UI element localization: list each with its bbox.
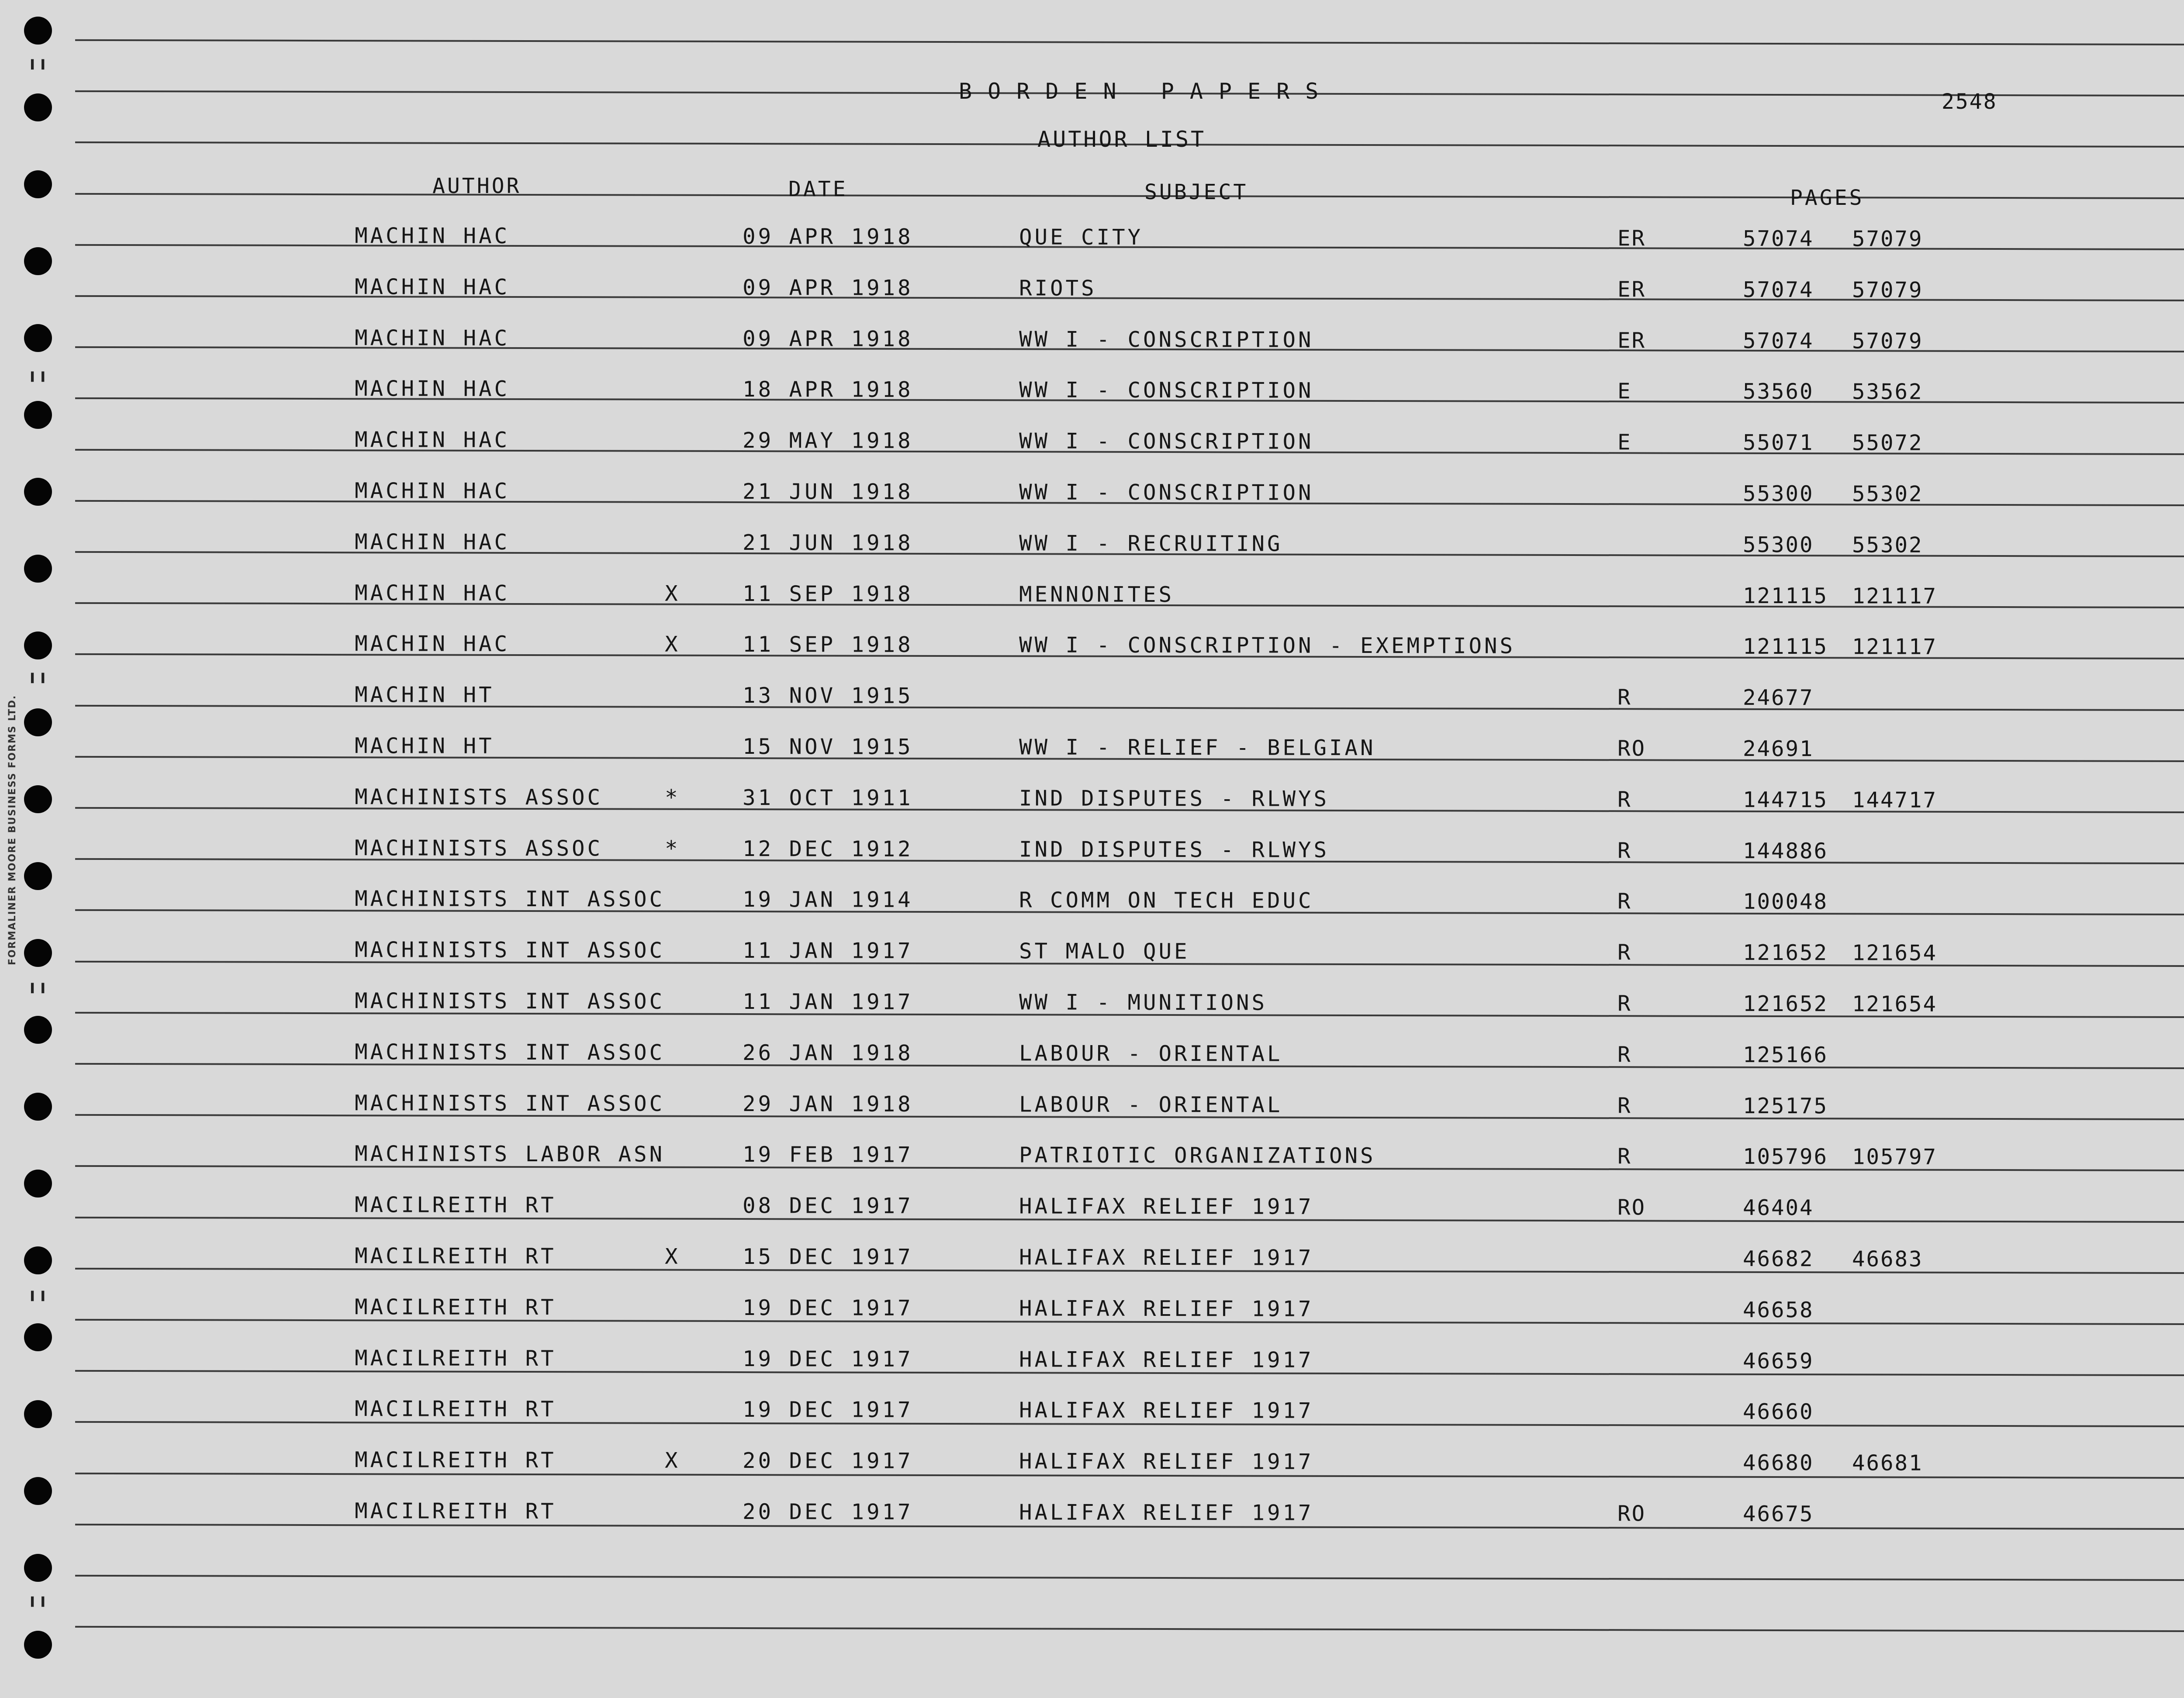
subject-cell: HALIFAX RELIEF 1917 xyxy=(1019,1398,1314,1423)
author-cell: MACHIN HAC xyxy=(354,427,510,452)
table-row xyxy=(0,222,2184,262)
subject-cell: WW I - CONSCRIPTION xyxy=(1019,428,1314,454)
page-end-cell: 57079 xyxy=(1852,277,1923,303)
subject-cell: WW I - MUNITIONS xyxy=(1019,990,1268,1015)
date-cell: 11 JAN 1917 xyxy=(742,938,913,963)
document-title: BORDEN PAPERS xyxy=(959,79,1334,104)
flag-cell: X xyxy=(664,1244,681,1269)
sheet-number: 2548 xyxy=(1942,90,1997,114)
ruled-line xyxy=(75,39,2184,45)
subject-cell: ST MALO QUE xyxy=(1019,939,1190,964)
subject-cell: LABOUR - ORIENTAL xyxy=(1019,1041,1283,1066)
page-start-cell: 121115 xyxy=(1742,583,1828,609)
subject-cell: WW I - CONSCRIPTION - EXEMPTIONS xyxy=(1019,632,1516,659)
author-cell: MACHIN HAC xyxy=(354,478,510,504)
author-cell: MACILREITH RT xyxy=(354,1447,556,1473)
subject-cell: WW I - RELIEF - BELGIAN xyxy=(1019,735,1376,761)
subject-cell: IND DISPUTES - RLWYS xyxy=(1019,837,1330,863)
author-cell: MACHIN HAC xyxy=(354,325,510,351)
code-cell: RO xyxy=(1617,1501,1646,1526)
table-row xyxy=(0,580,2184,619)
author-cell: MACILREITH RT xyxy=(354,1192,556,1218)
page-start-cell: 46680 xyxy=(1742,1450,1814,1476)
perforation-mark: ╹╹ xyxy=(27,1597,48,1617)
table-row xyxy=(0,835,2184,874)
subject-cell: HALIFAX RELIEF 1917 xyxy=(1019,1449,1314,1474)
page-end-cell: 53562 xyxy=(1852,379,1923,404)
table-row xyxy=(0,1291,2184,1333)
date-cell: 08 DEC 1917 xyxy=(742,1193,913,1218)
page-end-cell: 105797 xyxy=(1852,1144,1938,1170)
table-row xyxy=(0,1395,2184,1435)
date-cell: 29 MAY 1918 xyxy=(742,428,913,453)
page-start-cell: 46659 xyxy=(1742,1348,1814,1374)
page-start-cell: 125175 xyxy=(1742,1093,1828,1119)
code-cell: R xyxy=(1617,1093,1632,1118)
page-start-cell: 24677 xyxy=(1742,685,1814,711)
date-cell: 11 SEP 1918 xyxy=(742,581,913,607)
ruled-line xyxy=(75,1626,2184,1632)
date-cell: 19 DEC 1917 xyxy=(742,1346,913,1372)
code-cell: R xyxy=(1617,940,1632,965)
author-cell: MACHIN HAC xyxy=(354,376,510,401)
subject-cell: HALIFAX RELIEF 1917 xyxy=(1019,1245,1314,1270)
subject-cell: HALIFAX RELIEF 1917 xyxy=(1019,1347,1314,1373)
code-cell: ER xyxy=(1617,277,1646,302)
subject-cell: HALIFAX RELIEF 1917 xyxy=(1019,1194,1314,1219)
author-cell: MACHIN HT xyxy=(354,733,494,759)
feed-hole xyxy=(24,1631,52,1659)
author-cell: MACHIN HAC xyxy=(354,631,510,656)
page-start-cell: 46682 xyxy=(1742,1246,1814,1272)
date-cell: 26 JAN 1918 xyxy=(742,1040,913,1066)
page-end-cell: 55302 xyxy=(1852,481,1923,507)
table-row xyxy=(0,477,2184,517)
date-cell: 11 SEP 1918 xyxy=(742,632,913,657)
table-row xyxy=(0,1242,2184,1282)
author-cell: MACHINISTS INT ASSOC xyxy=(354,937,665,963)
table-row xyxy=(0,1191,2184,1231)
column-header-date: DATE xyxy=(788,177,848,201)
page-start-cell: 53560 xyxy=(1742,379,1814,404)
subject-cell: IND DISPUTES - RLWYS xyxy=(1019,786,1330,811)
subject-cell: WW I - CONSCRIPTION xyxy=(1019,480,1314,505)
table-row xyxy=(0,732,2184,772)
author-cell: MACILREITH RT xyxy=(354,1346,556,1371)
table-row xyxy=(0,984,2184,1027)
code-cell: R xyxy=(1617,889,1632,914)
table-row xyxy=(0,372,2184,415)
date-cell: 09 APR 1918 xyxy=(742,326,913,352)
author-cell: MACHINISTS LABOR ASN xyxy=(354,1141,665,1167)
author-cell: MACHINISTS ASSOC xyxy=(354,835,603,861)
page-start-cell: 55300 xyxy=(1742,481,1814,507)
date-cell: 19 FEB 1917 xyxy=(742,1142,913,1167)
page-start-cell: 121652 xyxy=(1742,991,1828,1017)
table-row xyxy=(0,1345,2184,1384)
column-header-author: AUTHOR xyxy=(432,174,522,198)
subject-cell: WW I - CONSCRIPTION xyxy=(1019,327,1314,352)
date-cell: 21 JUN 1918 xyxy=(742,479,913,504)
subject-cell: QUE CITY xyxy=(1019,224,1144,250)
table-row xyxy=(0,1446,2184,1486)
page-start-cell: 125166 xyxy=(1742,1042,1828,1068)
date-cell: 29 JAN 1918 xyxy=(742,1091,913,1117)
page-start-cell: 46404 xyxy=(1742,1195,1814,1221)
page-start-cell: 144886 xyxy=(1742,838,1828,864)
feed-hole xyxy=(24,170,52,198)
table-row xyxy=(0,1039,2184,1078)
table-row xyxy=(0,1140,2184,1180)
code-cell: E xyxy=(1617,430,1632,455)
code-cell: RO xyxy=(1617,736,1646,761)
subject-cell: WW I - RECRUITING xyxy=(1019,531,1283,556)
date-cell: 20 DEC 1917 xyxy=(742,1499,913,1525)
page-end-cell: 121117 xyxy=(1852,634,1938,659)
page-start-cell: 57074 xyxy=(1742,277,1814,303)
page-start-cell: 46660 xyxy=(1742,1399,1814,1425)
page-start-cell: 57074 xyxy=(1742,328,1814,354)
column-header-subject: SUBJECT xyxy=(1144,180,1248,204)
author-cell: MACHIN HT xyxy=(354,682,494,708)
feed-hole xyxy=(24,1554,52,1582)
author-cell: MACILREITH RT xyxy=(354,1498,556,1524)
page-start-cell: 55071 xyxy=(1742,430,1814,456)
date-cell: 15 NOV 1915 xyxy=(742,734,913,759)
author-cell: MACHIN HAC xyxy=(354,274,510,300)
code-cell: R xyxy=(1617,991,1632,1016)
perforation-mark: ╹╹ xyxy=(27,673,48,694)
page-end-cell: 46683 xyxy=(1852,1246,1923,1272)
subject-cell: WW I - CONSCRIPTION xyxy=(1019,377,1314,403)
page-end-cell: 121117 xyxy=(1852,583,1938,609)
column-header-pages: PAGES xyxy=(1790,186,1864,210)
author-cell: MACHIN HAC xyxy=(354,529,510,555)
page-start-cell: 24691 xyxy=(1742,736,1814,762)
page-start-cell: 46675 xyxy=(1742,1501,1814,1527)
table-row xyxy=(0,324,2184,364)
author-cell: MACHINISTS INT ASSOC xyxy=(354,988,665,1014)
page-start-cell: 105796 xyxy=(1742,1144,1828,1170)
flag-cell: X xyxy=(664,632,681,657)
feed-hole xyxy=(24,93,52,121)
date-cell: 20 DEC 1917 xyxy=(742,1448,913,1474)
code-cell: R xyxy=(1617,685,1632,710)
perforation-mark: ╹╹ xyxy=(27,372,48,392)
page-start-cell: 121115 xyxy=(1742,634,1828,659)
author-cell: MACILREITH RT xyxy=(354,1294,556,1320)
page-end-cell: 55072 xyxy=(1852,430,1923,456)
flag-cell: * xyxy=(664,836,681,861)
author-cell: MACHIN HAC xyxy=(354,580,510,606)
page-end-cell: 57079 xyxy=(1852,226,1923,252)
subject-cell: MENNONITES xyxy=(1019,582,1175,607)
code-cell: E xyxy=(1617,379,1632,404)
page-end-cell: 55302 xyxy=(1852,532,1923,558)
ruled-line xyxy=(75,193,2184,199)
subject-cell: HALIFAX RELIEF 1917 xyxy=(1019,1296,1314,1322)
date-cell: 11 JAN 1917 xyxy=(742,989,913,1015)
list-title: AUTHOR LIST xyxy=(1037,127,1206,152)
flag-cell: X xyxy=(664,1448,681,1473)
code-cell: R xyxy=(1617,787,1632,812)
subject-cell: RIOTS xyxy=(1019,276,1097,301)
code-cell: RO xyxy=(1617,1195,1646,1220)
table-row xyxy=(0,783,2184,823)
page-start-cell: 144715 xyxy=(1742,787,1828,813)
author-cell: MACHINISTS INT ASSOC xyxy=(354,1091,665,1116)
author-cell: MACHIN HAC xyxy=(354,223,510,248)
date-cell: 21 JUN 1918 xyxy=(742,530,913,556)
code-cell: ER xyxy=(1617,226,1646,251)
margin-imprint: FORMALINER MOORE BUSINESS FORMS LTD. xyxy=(7,694,18,965)
page-start-cell: 121652 xyxy=(1742,940,1828,966)
page-end-cell: 57079 xyxy=(1852,328,1923,354)
subject-cell: PATRIOTIC ORGANIZATIONS xyxy=(1019,1142,1376,1169)
code-cell: R xyxy=(1617,838,1632,863)
table-row xyxy=(0,273,2184,313)
author-cell: MACHINISTS INT ASSOC xyxy=(354,1039,665,1065)
page-end-cell: 121654 xyxy=(1852,940,1938,966)
page-start-cell: 100048 xyxy=(1742,889,1828,915)
table-row xyxy=(0,936,2184,976)
code-cell: ER xyxy=(1617,328,1646,353)
perforation-mark: ╹╹ xyxy=(27,1291,48,1311)
author-cell: MACILREITH RT xyxy=(354,1396,556,1422)
table-row xyxy=(0,1090,2184,1129)
author-cell: MACHINISTS INT ASSOC xyxy=(354,886,665,912)
table-row xyxy=(0,885,2184,925)
date-cell: 12 DEC 1912 xyxy=(742,836,913,862)
date-cell: 19 JAN 1914 xyxy=(742,887,913,912)
date-cell: 19 DEC 1917 xyxy=(742,1397,913,1422)
page-start-cell: 46658 xyxy=(1742,1297,1814,1323)
author-cell: MACILREITH RT xyxy=(354,1243,556,1269)
flag-cell: X xyxy=(664,581,681,606)
date-cell: 13 NOV 1915 xyxy=(742,683,913,708)
date-cell: 18 APR 1918 xyxy=(742,377,913,402)
table-row xyxy=(0,1498,2184,1537)
date-cell: 15 DEC 1917 xyxy=(742,1244,913,1270)
perforation-mark: ╹╹ xyxy=(27,984,48,1004)
code-cell: R xyxy=(1617,1144,1632,1169)
perforation-mark: ╹╹ xyxy=(27,60,48,80)
table-row xyxy=(0,528,2184,568)
subject-cell: HALIFAX RELIEF 1917 xyxy=(1019,1500,1314,1525)
subject-cell: LABOUR - ORIENTAL xyxy=(1019,1092,1283,1118)
page-end-cell: 46681 xyxy=(1852,1450,1923,1476)
page-end-cell: 144717 xyxy=(1852,787,1938,813)
code-cell: R xyxy=(1617,1042,1632,1067)
date-cell: 09 APR 1918 xyxy=(742,224,913,249)
date-cell: 19 DEC 1917 xyxy=(742,1295,913,1321)
table-row xyxy=(0,681,2184,721)
subject-cell: R COMM ON TECH EDUC xyxy=(1019,887,1314,913)
feed-hole xyxy=(24,17,52,45)
page-end-cell: 121654 xyxy=(1852,991,1938,1017)
author-cell: MACHINISTS ASSOC xyxy=(354,784,603,810)
date-cell: 09 APR 1918 xyxy=(742,275,913,300)
page-start-cell: 55300 xyxy=(1742,532,1814,558)
date-cell: 31 OCT 1911 xyxy=(742,785,913,811)
table-row xyxy=(0,630,2184,670)
table-row xyxy=(0,426,2184,466)
flag-cell: * xyxy=(664,785,681,810)
page-start-cell: 57074 xyxy=(1742,226,1814,252)
ruled-line xyxy=(75,1575,2184,1581)
